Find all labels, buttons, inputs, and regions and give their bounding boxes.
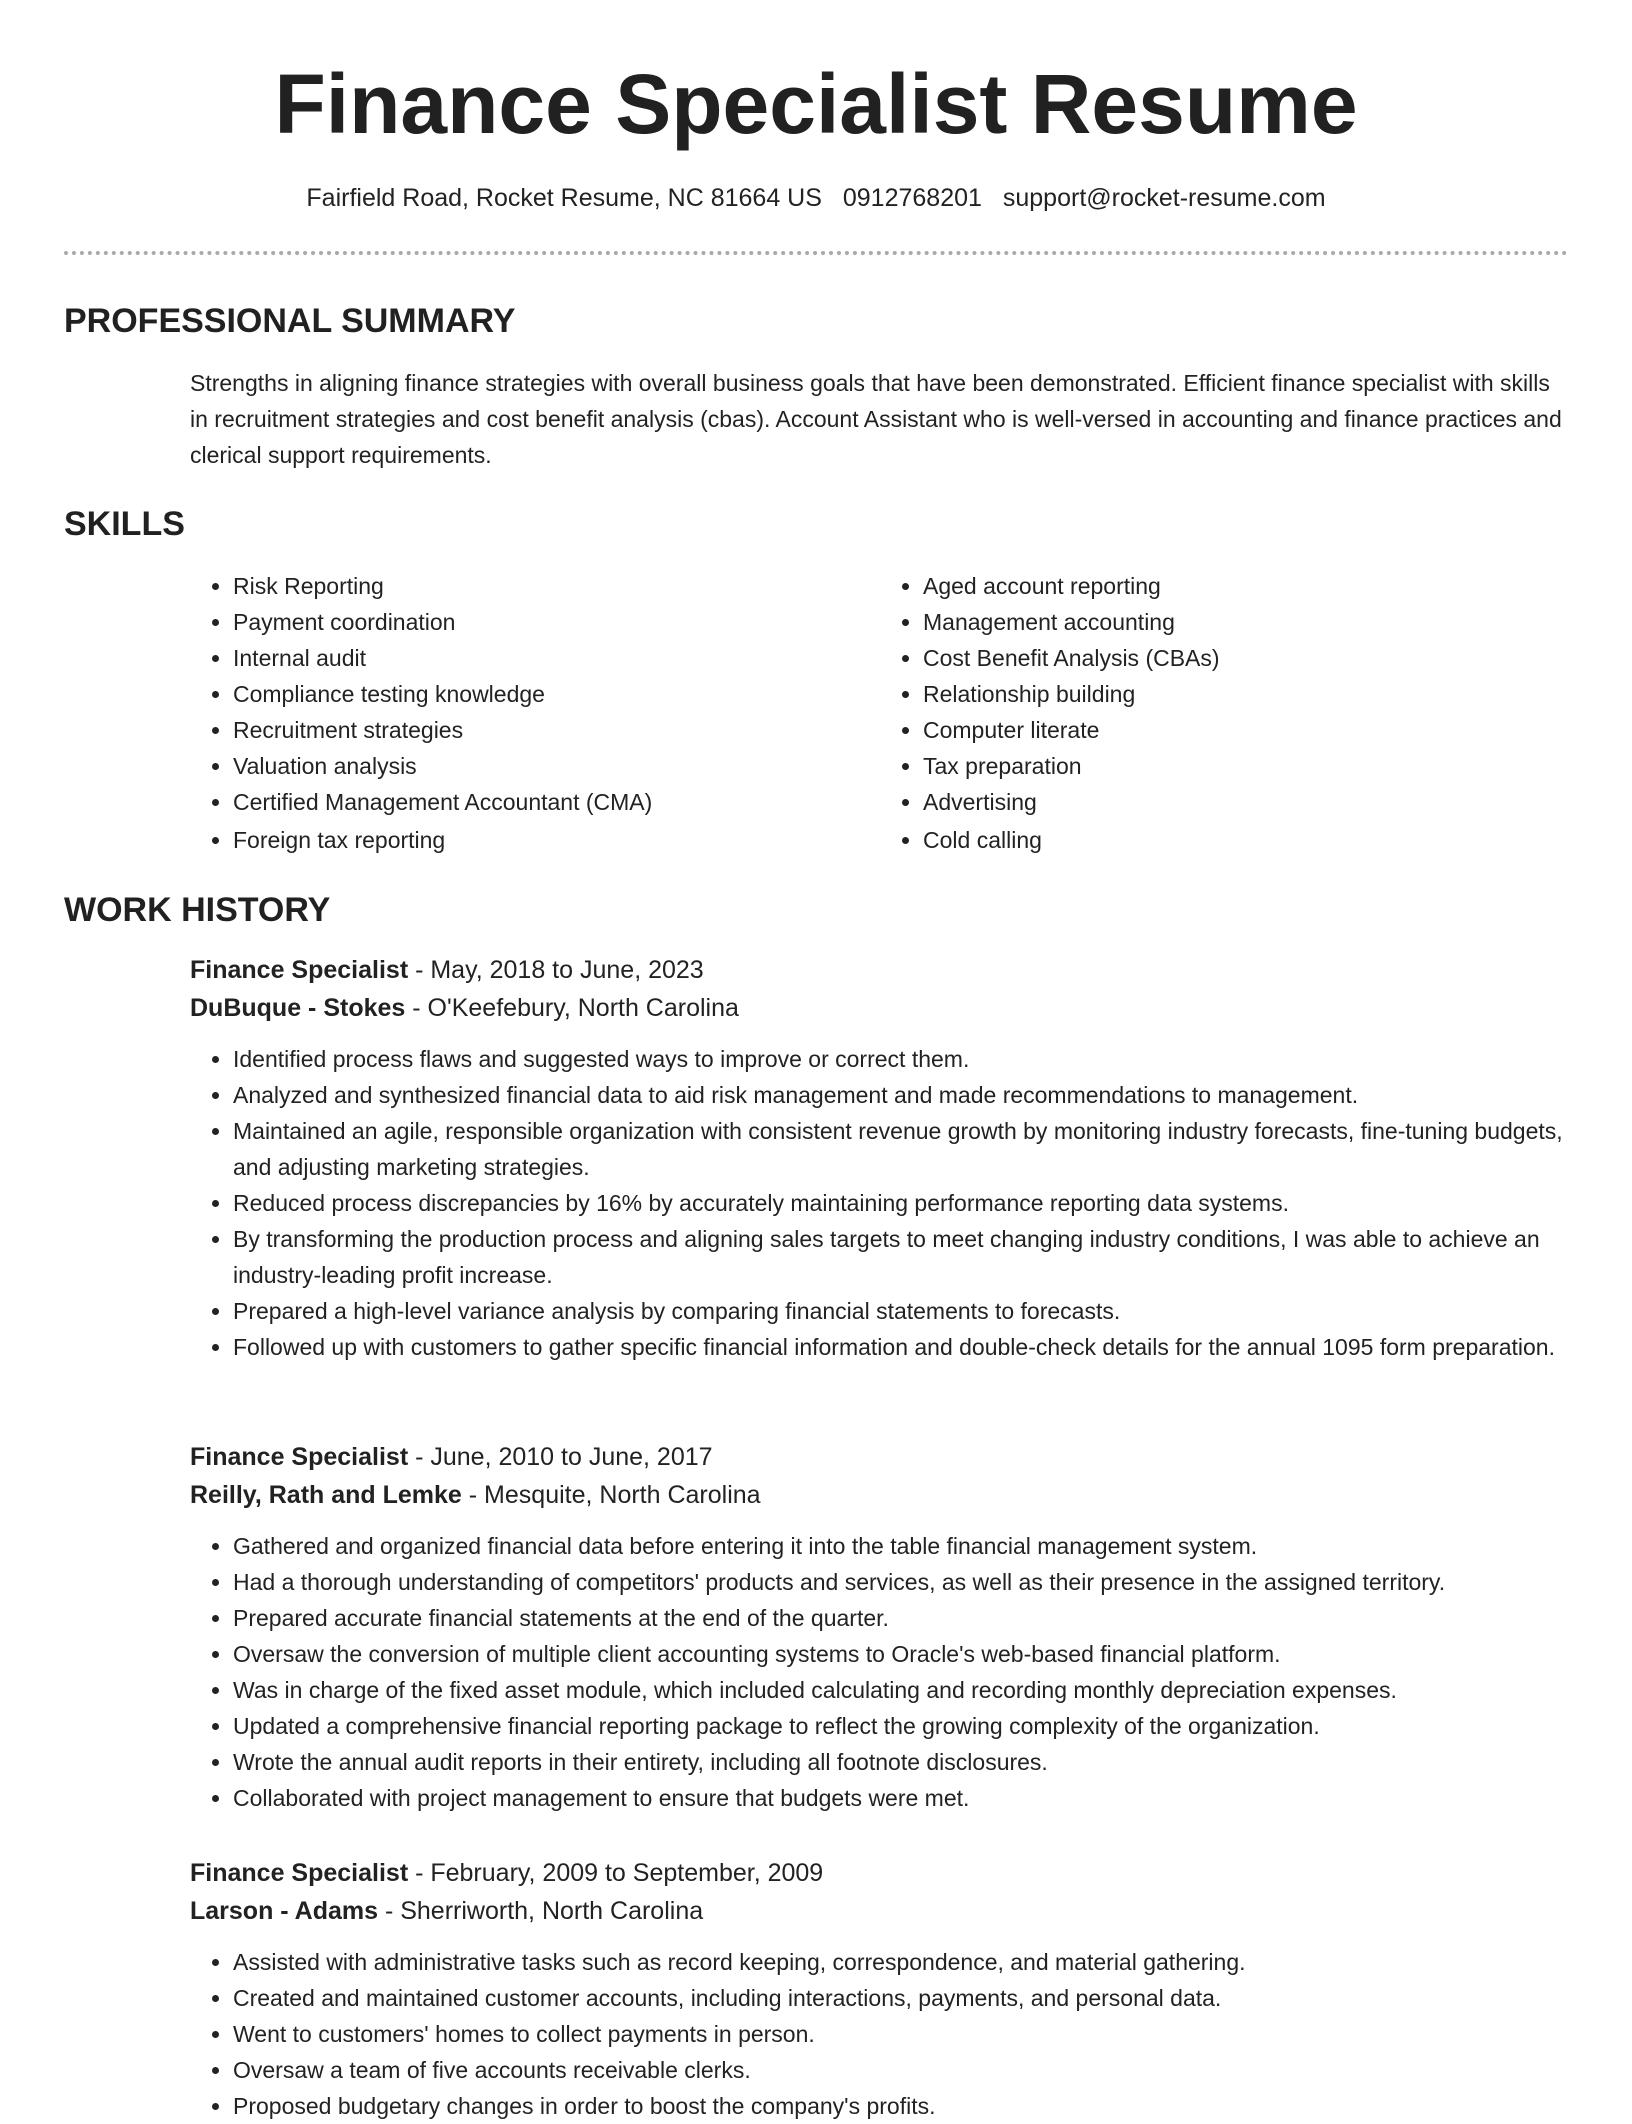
job-duty: • Updated a comprehensive financial reporting package to reflect the growing complexity of the organization.	[233, 1708, 1580, 1744]
skill-item: • Cold calling	[923, 822, 1570, 858]
job-location: - O'Keefebury, North Carolina	[405, 994, 739, 1022]
skills-list	[190, 568, 1570, 858]
job-entry	[190, 1854, 1580, 2124]
skill-item: • Risk Reporting	[233, 568, 880, 604]
job-duty: • Had a thorough understanding of competitors' products and services, as well as their presence in the assigned territory.	[233, 1564, 1580, 1600]
skill-item: • Valuation analysis	[233, 748, 880, 784]
contact-email: support@rocket-resume.com	[1002, 184, 1326, 212]
skill-item: • Internal audit	[233, 640, 880, 676]
job-duty: • Oversaw the conversion of multiple client accounting systems to Oracle's web-based financial platform.	[233, 1636, 1580, 1672]
job-entry	[190, 1438, 1580, 1816]
job-title: Finance Specialist	[190, 1443, 409, 1471]
skill-item: • Cost Benefit Analysis (CBAs)	[923, 640, 1570, 676]
skills-column-left	[190, 568, 880, 858]
skill-item: • Recruitment strategies	[233, 712, 880, 748]
job-company: Reilly, Rath and Lemke	[190, 1481, 462, 1509]
skill-item: • Payment coordination	[233, 604, 880, 640]
job-dates: - February, 2009 to September, 2009	[408, 1859, 824, 1887]
job-location: - Mesquite, North Carolina	[461, 1481, 761, 1509]
job-company-line	[190, 989, 1580, 1027]
job-location: - Sherriworth, North Carolina	[378, 1897, 704, 1925]
skills-heading: SKILLS	[64, 505, 185, 543]
job-company: Larson - Adams	[190, 1897, 379, 1925]
skill-item: • Certified Management Accountant (CMA)	[233, 784, 880, 820]
summary-text: Strengths in aligning finance strategies with overall business goals that have been demonstrated. Efficient finance specialist with skills in recruitment strategies and cost benefit analysis (cbas). Account Assistant who is well-versed in accounting and finance practices and clerical support requirements.	[190, 370, 1562, 468]
job-duties	[190, 1041, 1580, 1365]
contact-line	[0, 180, 1632, 216]
skill-item: • Compliance testing knowledge	[233, 676, 880, 712]
job-duty: • Wrote the annual audit reports in their entirety, including all footnote disclosures.	[233, 1744, 1580, 1780]
work-history-heading: WORK HISTORY	[64, 891, 331, 929]
job-duty: • Assisted with administrative tasks such as record keeping, correspondence, and material gathering.	[233, 1944, 1580, 1980]
job-duty: • Gathered and organized financial data before entering it into the table financial management system.	[233, 1528, 1580, 1564]
job-duty: • By transforming the production process and aligning sales targets to meet changing industry conditions, I was able to achieve an industry-leading profit increase.	[233, 1221, 1580, 1293]
job-title: Finance Specialist	[190, 956, 409, 984]
resume-title: Finance Specialist Resume	[274, 57, 1358, 151]
job-title: Finance Specialist	[190, 1859, 409, 1887]
summary-heading: PROFESSIONAL SUMMARY	[64, 302, 516, 340]
skill-item: • Tax preparation	[923, 748, 1570, 784]
job-dates: - May, 2018 to June, 2023	[408, 956, 704, 984]
job-title-line	[190, 1438, 1580, 1476]
job-duty: • Followed up with customers to gather specific financial information and double-check details for the annual 1095 form preparation.	[233, 1329, 1580, 1365]
job-duty: • Created and maintained customer accounts, including interactions, payments, and personal data.	[233, 1980, 1580, 2016]
job-company: DuBuque - Stokes	[190, 994, 406, 1022]
skill-item: • Computer literate	[923, 712, 1570, 748]
job-title-line	[190, 951, 1580, 989]
job-entry	[190, 951, 1580, 1365]
job-duty: • Went to customers' homes to collect payments in person.	[233, 2016, 1580, 2052]
header-divider	[64, 251, 1568, 255]
contact-phone: 0912768201	[842, 184, 982, 212]
job-duty: • Identified process flaws and suggested ways to improve or correct them.	[233, 1041, 1580, 1077]
job-duty: • Proposed budgetary changes in order to boost the company's profits.	[233, 2088, 1580, 2124]
skill-item: • Aged account reporting	[923, 568, 1570, 604]
job-title-line	[190, 1854, 1580, 1892]
job-dates: - June, 2010 to June, 2017	[408, 1443, 713, 1471]
job-duty: • Oversaw a team of five accounts receivable clerks.	[233, 2052, 1580, 2088]
job-duty: • Prepared accurate financial statements at the end of the quarter.	[233, 1600, 1580, 1636]
job-duty: • Reduced process discrepancies by 16% by accurately maintaining performance reporting data systems.	[233, 1185, 1580, 1221]
job-company-line	[190, 1476, 1580, 1514]
job-duty: • Collaborated with project management to ensure that budgets were met.	[233, 1780, 1580, 1816]
job-duties	[190, 1528, 1580, 1816]
skill-item: • Foreign tax reporting	[233, 822, 880, 858]
skills-column-right	[880, 568, 1570, 858]
job-duty: • Prepared a high-level variance analysis by comparing financial statements to forecasts.	[233, 1293, 1580, 1329]
skill-item: • Relationship building	[923, 676, 1570, 712]
skill-item: • Advertising	[923, 784, 1570, 820]
skill-item: • Management accounting	[923, 604, 1570, 640]
job-duty: • Analyzed and synthesized financial data to aid risk management and made recommendations to management.	[233, 1077, 1580, 1113]
job-duties	[190, 1944, 1580, 2124]
job-company-line	[190, 1892, 1580, 1930]
job-duty: • Was in charge of the fixed asset module, which included calculating and recording monthly depreciation expenses.	[233, 1672, 1580, 1708]
job-duty: • Maintained an agile, responsible organization with consistent revenue growth by monitoring industry forecasts, fine-tuning budgets, and adjusting marketing strategies.	[233, 1113, 1580, 1185]
contact-address: Fairfield Road, Rocket Resume, NC 81664 US	[306, 184, 822, 212]
